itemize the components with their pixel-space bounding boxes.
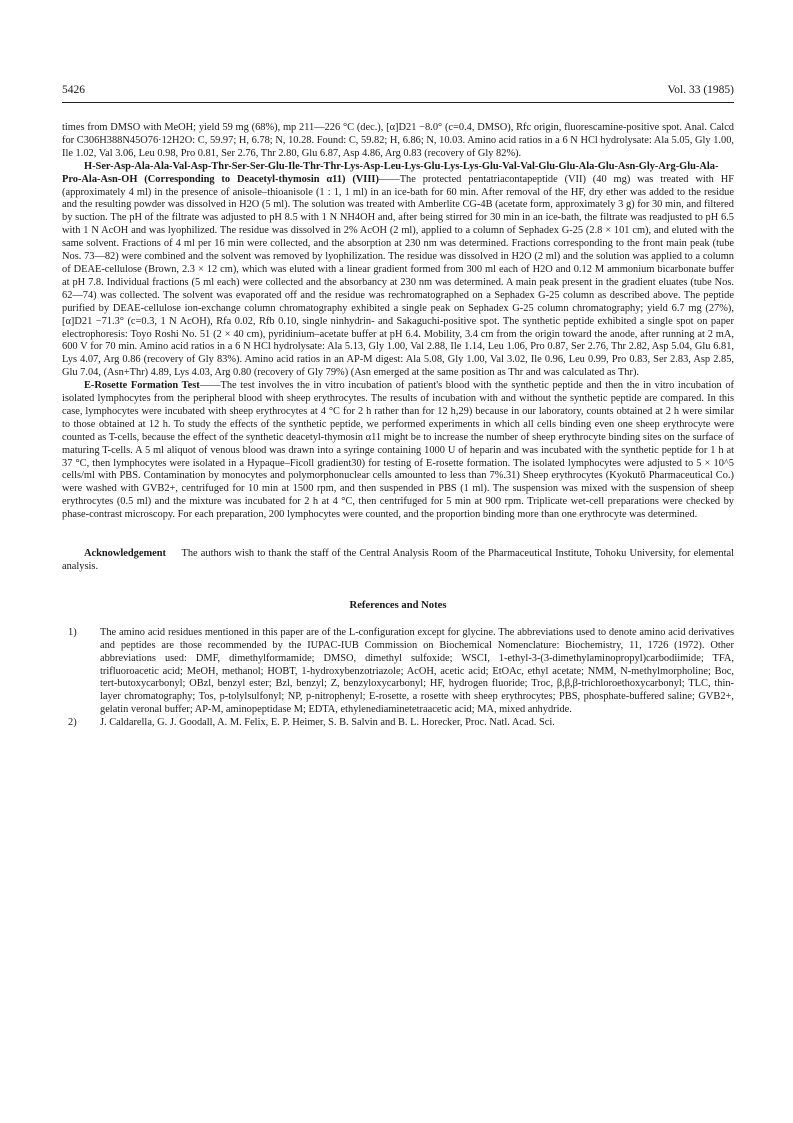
compound-viii-procedure: ——The protected pentatriacontapeptide (VII) (40 mg) was treated with HF (approximately 4 ml) in the presence of anisole–thioanisole (1 : 1, 1 ml) in an ice-bath for 60 min. After removal of the HF, dry ether was added to the residue and the resulting powder was dissolved in H2O (5 ml). The solution was treated with Amberlite CG-4B (acetate form, approximately 3 g) for 30 min, and filtered by suction. The pH of the filtrate was adjusted to pH 8.5 with 1 N NH4OH and, after being stirred for 30 min in an ice-bath, the filtrate was readjusted to pH 6.5 with 1 N AcOH and was lyophilized. The residue was dissolved in 2% AcOH (2 ml), applied to a column of Sephadex G-25 (2.8 × 101 cm), and eluted with the same solvent. Fractions of 4 ml per 16 min were collected, and the absorption at 230 nm was determined. Fractions corresponding to the front main peak (tube Nos. 73—82) were combined and the solvent was removed by lyophilization. The residue was dissolved in H2O (2 ml) and the solution was applied to a column of DEAE-cellulose (Brown, 2.3 × 12 cm), which was eluted with a linear gradient formed from 300 ml each of H2O and 0.12 M ammonium bicarbonate buffer at pH 7.8. Individual fractions (5 ml each) were collected and the absorbancy at 230 nm was determined. A main peak present in the gradient eluates (tube Nos. 62—74) was collected. The solvent was evaporated off and the residue was rechromatographed on a Sephadex G-25 column as described above. The peptide purified by DEAE-cellulose ion-exchange column chromatography exhibited a single peak on Sephadex G-25 column chromatography; yield 6.7 mg (27%), [α]D21 −71.3° (c=0.3, 1 N AcOH), Rfa 0.02, Rfb 0.10, single ninhydrin- and Sakaguchi-positive spot. The synthetic peptide exhibited a single spot on paper electrophoresis: Toyo Roshi No. 51 (2 × 40 cm), pyridinium–acetate buffer at pH 6.4. Mobility, 3.4 cm from the origin toward the anode, after running at 2 mA, 600 V for 70 min. Amino acid ratios in a 6 N HCl hydrolysate: Ala 5.13, Gly 1.00, Val 2.88, Ile 1.14, Leu 1.06, Pro 0.87, Ser 2.76, Thr 2.82, Asp 5.04, Glu 6.81, Lys 4.07, Arg 0.86 (recovery of Gly 83%). Amino acid ratios in an AP-M digest: Ala 5.08, Gly 1.00, Val 3.02, Ile 0.96, Leu 0.99, Pro 0.83, Ser 2.83, Asp 2.85, Glu 7.04, (Asn+Thr) 4.89, Lys 4.03, Arg 0.80 (recovery of Gly 79%) (Asn emerged at the same position as Thr and was calculated as Thr). xyxy=(62,173,734,379)
reference-item xyxy=(62,627,734,717)
compound-viii-title: H-Ser-Asp-Ala-Ala-Val-Asp-Thr-Ser-Ser-Glu-Ile-Thr-Thr-Lys-Asp-Leu-Lys-Glu-Lys-Lys-Glu-Val-Val-Glu-Glu-Ala-Glu-Asn-Gly-Arg-Glu-Ala-Pro-Ala-Asn-OH (Corresponding to Deacetyl-thymosin α11) (VIII) xyxy=(62,160,719,185)
page-number: 5426 xyxy=(62,84,85,96)
compound-viii-paragraph xyxy=(62,161,734,380)
reference-item xyxy=(62,717,734,730)
e-rosette-title: E-Rosette Formation Test xyxy=(84,380,200,392)
reference-number: 1) xyxy=(68,626,77,638)
acknowledgement-text: The authors wish to thank the staff of the Central Analysis Room of the Pharmaceutical Institute, Tohoku University, for elemental analysis. xyxy=(62,548,734,572)
acknowledgement xyxy=(62,548,734,574)
references-list xyxy=(62,627,734,730)
e-rosette-paragraph xyxy=(62,380,734,522)
section-spacer xyxy=(62,522,734,548)
section-spacer xyxy=(62,574,734,600)
page-header xyxy=(62,84,734,100)
analysis-paragraph: times from DMSO with MeOH; yield 59 mg (68%), mp 211—226 °C (dec.), [α]D21 −8.0° (c=0.4, DMSO), Rfc origin, fluorescamine-positive spot. Anal. Calcd for C306H388N45O76·12H2O: C, 59.97; H, 6.78; N, 10.28. Found: C, 59.82; H, 6.86; N, 10.03. Amino acid ratios in a 6 N HCl hydrolysate: Ala 5.05, Gly 1.00, Ile 1.02, Val 3.06, Leu 0.98, Pro 0.81, Ser 2.76, Thr 2.80, Glu 6.87, Asp 4.86, Arg 0.83 (recovery of Gly 82%). xyxy=(62,122,734,159)
e-rosette-procedure: ——The test involves the in vitro incubation of patient's blood with the synthetic peptide and then the in vitro incubation of isolated lymphocytes from the peripheral blood with sheep erythrocytes. The results of incubation with and without the synthetic peptide are compared. In this case, lymphocytes were incubated with sheep erythrocytes at 4 °C for 2 h rather than for 12 h,29) because in our laboratory, counts obtained at 2 h were similar to those obtained at 12 h. To study the effects of the synthetic peptide, we performed experiments in which all cells binding even one sheep erythrocyte were counted as T-cells, because the effect of the synthetic deacetyl-thymosin α11 might be to increase the number of sheep erythrocyte binding sites on the surface of maturing T-cells. A 5 ml aliquot of venous blood was drawn into a syringe containing 1000 U of heparin and was incubated with the synthetic peptide for 1 h at 37 °C, then lymphocytes were isolated in a Hypaque–Ficoll gradient30) for testing of E-rosette formation. The isolated lymphocytes were adjusted to 5 × 10^5 cells/ml with PBS. Contamination by monocytes and polymorphonuclear cells amounted to less than 7%.31) Sheep erythrocytes (Kyokutō Pharmaceutical Co.) were washed with GVB2+, centrifuged for 10 min at 1500 rpm, and then suspended in PBS (1 ml). The suspension was mixed with the suspension of sheep erythrocytes (0.5 ml) and the mixture was incubated for 2 h at 4 °C, then centrifuged for 5 min at 900 rpm. Triplicate wet-cell preparations were checked by phase-contrast microscopy. For each preparation, 200 lymphocytes were counted, and the proportion binding more than one erythrocyte was determined. xyxy=(62,380,734,521)
journal-volume: Vol. 33 (1985) xyxy=(667,84,734,96)
section-spacer xyxy=(62,613,734,627)
acknowledgement-title: Acknowledgement xyxy=(84,548,166,560)
header-rule xyxy=(62,102,734,103)
references-heading: References and Notes xyxy=(349,599,447,611)
reference-number: 2) xyxy=(68,717,77,729)
reference-text: The amino acid residues mentioned in this paper are of the L-configuration except for glycine. The abbreviations used to denote amino acid derivatives and peptides are those recommended by the IUPAC-IUB Commission on Biochemical Nomenclature: Biochemistry, 11, 1726 (1972). Other abbreviations used: DMF, dimethylformamide; DMSO, dimethyl sulfoxide; WSCI, 1-ethyl-3-(3-dimethylaminopropyl)carbodiimide; TFA, trifluoroacetic acid; MeOH, methanol; HOBT, 1-hydroxybenzotriazole; AcOH, acetic acid; EtOAc, ethyl acetate; NMM, N-methylmorpholine; Boc, tert-butoxycarbonyl; OBzl, benzyl ester; Bzl, benzyl; Z, benzyloxycarbonyl; HF, hydrogen fluoride; Troc, β,β,β-trichloroethoxycarbonyl; TLC, thin-layer chromatography; Tos, p-tolylsulfonyl; NP, p-nitrophenyl; E-rosette, a rosette with sheep erythrocytes; PBS, phosphate-buffered saline; GVB2+, gelatin veronal buffer; AP-M, aminopeptidase M; EDTA, ethylenediaminetetraacetic acid; MA, mixed anhydride. xyxy=(100,626,734,716)
reference-text: J. Caldarella, G. J. Goodall, A. M. Felix, E. P. Heimer, S. B. Salvin and B. L. Horecker, Proc. Natl. Acad. Sci. xyxy=(100,717,555,729)
article-body xyxy=(62,122,734,730)
